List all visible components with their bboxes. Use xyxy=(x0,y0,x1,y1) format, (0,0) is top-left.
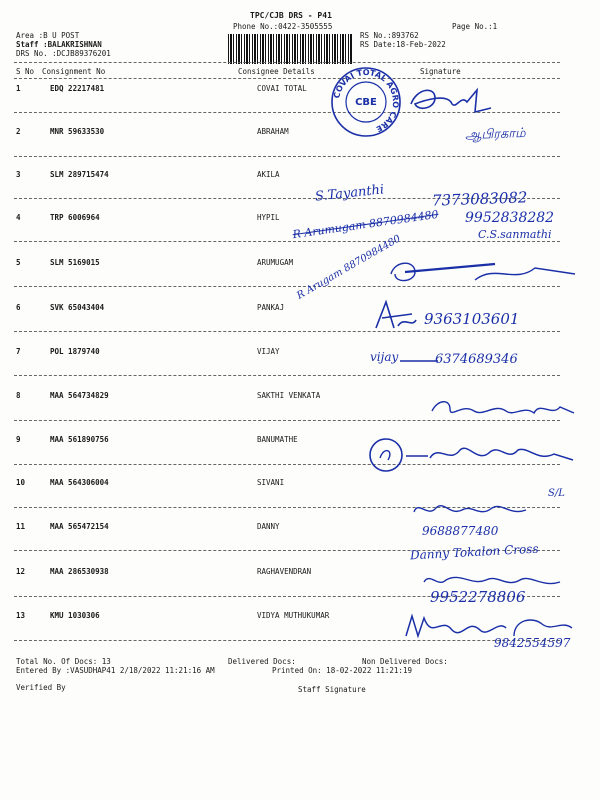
row-consignee: COVAI TOTAL xyxy=(257,84,307,93)
delivered-docs: Delivered Docs: xyxy=(228,657,296,666)
handwritten-row10-note: S/L xyxy=(548,488,565,499)
row-consignment: MAA 561890756 xyxy=(50,435,109,444)
row-consignment: SVK 65043404 xyxy=(50,303,105,312)
row-sno: 12 xyxy=(16,567,26,576)
row-consignment: MAA 564306004 xyxy=(50,478,109,487)
handwritten-row4-strike: R Arumugam 8870984480 xyxy=(291,207,440,242)
row-sno: 10 xyxy=(16,478,26,487)
row-consignment: SLM 289715474 xyxy=(50,170,109,179)
stamp-center-text: CBE xyxy=(355,97,377,108)
handwritten-row3-phone: 7373083082 xyxy=(431,188,528,210)
row-sno: 9 xyxy=(16,435,21,444)
row-consignment: POL 1879740 xyxy=(50,347,100,356)
company-stamp xyxy=(330,66,402,138)
handwritten-row11-name: Danny Tokalon Cross xyxy=(409,541,539,563)
phone-number: Phone No.:0422-3505555 xyxy=(233,22,333,31)
handwritten-row12-phone: 9952278806 xyxy=(430,588,526,606)
stamp-outer-text: COVAI TOTAL AGRO CARE xyxy=(332,67,401,134)
handwritten-row5-strike: R Arugam 8870984480 xyxy=(295,233,403,302)
divider xyxy=(14,331,560,332)
divider xyxy=(14,156,560,157)
handwritten-row11-phone: 9688877480 xyxy=(422,524,499,538)
row-sno: 13 xyxy=(16,611,26,620)
row-consignment: MAA 565472154 xyxy=(50,522,109,531)
staff-label: Staff :BALAKRISHNAN xyxy=(16,40,102,49)
row-consignee: DANNY xyxy=(257,522,280,531)
handwritten-row13-phone: 9842554597 xyxy=(494,636,571,650)
signature-row1 xyxy=(405,82,495,122)
signature-row5 xyxy=(385,254,580,290)
area-label: Area :B U POST xyxy=(16,31,80,40)
col-header-sno: S No xyxy=(16,67,35,76)
row-consignment: MAA 286530938 xyxy=(50,567,109,576)
row-consignment: MNR 59633530 xyxy=(50,127,105,136)
row-consignee: ABRAHAM xyxy=(257,127,289,136)
row-sno: 7 xyxy=(16,347,21,356)
entered-by: Entered By :VASUDHAP41 2/18/2022 11:21:16 AM xyxy=(16,666,215,675)
row-consignee: RAGHAVENDRAN xyxy=(257,567,312,576)
row-consignee: AKILA xyxy=(257,170,280,179)
row-consignee: BANUMATHE xyxy=(257,435,298,444)
row-sno: 11 xyxy=(16,522,26,531)
row-consignment: SLM 5169015 xyxy=(50,258,100,267)
row-sno: 3 xyxy=(16,170,21,179)
row-consignee: VIDYA MUTHUKUMAR xyxy=(257,611,330,620)
divider xyxy=(14,78,560,79)
staff-signature: Staff Signature xyxy=(298,685,366,694)
row-sno: 1 xyxy=(16,84,21,93)
document-title: TPC/CJB DRS - P41 xyxy=(250,11,332,20)
rs-number: RS No.:893762 xyxy=(360,31,419,40)
row-sno: 5 xyxy=(16,258,21,267)
divider xyxy=(14,241,560,242)
row-consignee: ARUMUGAM xyxy=(257,258,294,267)
handwritten-row7-phone: 6374689346 xyxy=(435,352,518,367)
page-number: Page No.:1 xyxy=(452,22,498,31)
handwritten-row6-phone: 9363103601 xyxy=(424,310,520,328)
row-consignee: PANKAJ xyxy=(257,303,285,312)
drs-number: DRS No. :DCJB89376201 xyxy=(16,49,111,58)
col-header-consignment: Consignment No xyxy=(42,67,106,76)
col-header-consignee: Consignee Details xyxy=(238,67,315,76)
handwritten-row2: ஆபிரகாம் xyxy=(464,125,526,144)
row-sno: 6 xyxy=(16,303,21,312)
row-sno: 4 xyxy=(16,213,21,222)
row-consignee: VIJAY xyxy=(257,347,280,356)
row7-dash-stroke xyxy=(400,358,440,364)
row-sno: 8 xyxy=(16,391,21,400)
divider xyxy=(14,62,560,63)
non-delivered-docs: Non Delivered Docs: xyxy=(362,657,448,666)
printed-on: Printed On: 18-02-2022 11:21:19 xyxy=(272,666,412,675)
row-consignment: KMU 1030306 xyxy=(50,611,100,620)
barcode-image xyxy=(228,34,352,64)
handwritten-row3-name: S.Tayanthi xyxy=(314,182,385,205)
signature-row9 xyxy=(368,436,583,474)
signature-row6 xyxy=(372,298,420,334)
stamp-graphic xyxy=(330,66,402,138)
row-consignment: TRP 6006964 xyxy=(50,213,100,222)
row-consignment: EDQ 22217481 xyxy=(50,84,105,93)
signature-row8 xyxy=(428,395,578,425)
row-sno: 2 xyxy=(16,127,21,136)
signature-row10 xyxy=(410,498,530,520)
col-header-signature: Signature xyxy=(420,67,461,76)
divider xyxy=(14,375,560,376)
handwritten-row7-sig: vijay xyxy=(370,350,399,364)
handwritten-row4-name: C.S.sanmathi xyxy=(478,228,552,241)
total-docs: Total No. Of Docs: 13 xyxy=(16,657,111,666)
row-consignment: MAA 564734829 xyxy=(50,391,109,400)
row-consignee: HYPIL xyxy=(257,213,280,222)
rs-date: RS Date:18-Feb-2022 xyxy=(360,40,446,49)
row-consignee: SIVANI xyxy=(257,478,285,487)
row-consignee: SAKTHI VENKATA xyxy=(257,391,321,400)
handwritten-row4-phone: 9952838282 xyxy=(465,210,555,226)
verified-by: Verified By xyxy=(16,683,66,692)
